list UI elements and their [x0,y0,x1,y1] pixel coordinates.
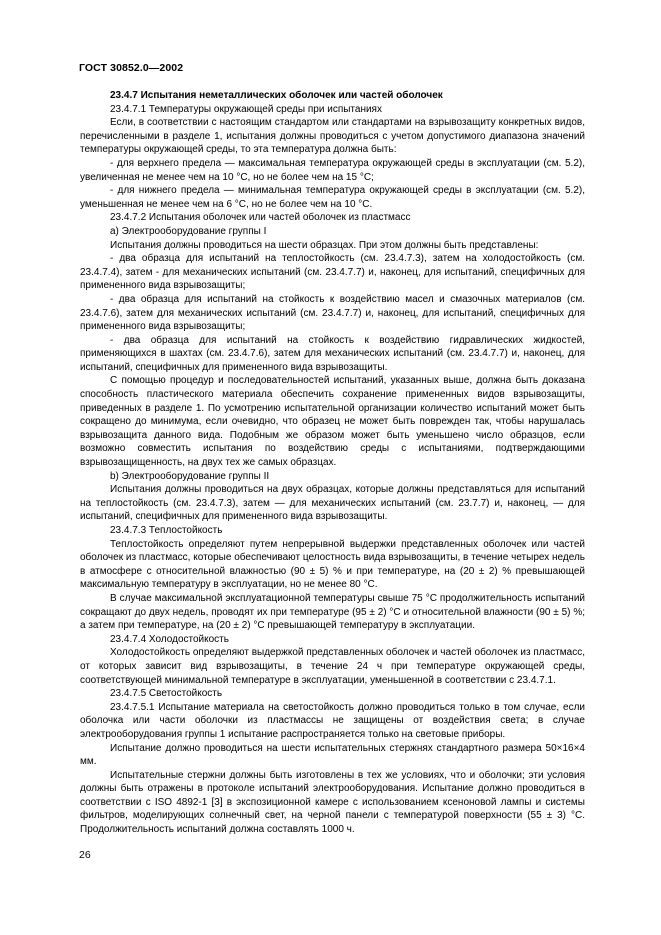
list-item: - два образца для испытаний на стойкость к воздействию масел и смазочных материалов (см. 23.4.7.6), затем для механических испытаний (см. 23.4.7.7) и, наконец, для испытаний, специфичных для примененного вида взрывозащиты; [80,293,585,333]
paragraph: Испытания должны проводиться на шести образцах. При этом должны быть представлены: [110,239,539,251]
subsection-heading: 23.4.7.2 Испытания оболочек или частей оболочек из пластмасс [110,212,411,224]
page-number: 26 [79,849,91,861]
document-body [80,89,585,837]
paragraph: С помощью процедур и последовательностей испытаний, указанных выше, должна быть доказана способность пластического материала обеспечить сохранение примененных видов взрывозащиты, приведенных в разделе 1. По усмотрению испытательной организации количество испытаний может быть сокращено до минимума, если очевидно, что образец не может быть поврежден так, чтобы нарушалась взрывозащита данного вида. Подобным же образом может быть уменьшено число образцов, если возможно совместить испытания по воздействию среды с испытаниями, подтверждающими взрывозащищенность, на двух тех же самых образцах. [80,375,585,469]
list-item: - два образца для испытаний на стойкость к воздействию гидравлических жидкостей, применяющихся в шахтах (см. 23.4.7.6), затем для механических испытаний (см. 23.4.7.7) и, наконец, для испытаний, специфичных для примененного вида взрывозащиты. [80,334,585,373]
paragraph: Испытания должны проводиться на двух образцах, которые должны представляться для испытаний на теплостойкость (см. 23.4.7.3), затем — для механических испытаний (см. 23.7.7) и, наконец, — для испытаний, специфичных для примененного вида взрывозащиты. [80,484,585,523]
paragraph: Теплостойкость определяют путем непрерывной выдержки представленных оболочек или частей оболочек из пластмасс, которые обеспечивают целостность вида взрывозащиты, в течение четырех недель в атмосфере с относительной влажностью (90 ± 5) % и при температуре, на (20 ± 2) % превышающей максимальную температуру в эксплуатации, но не менее 80 °С. [80,538,585,591]
subsection-heading: 23.4.7.1 Температуры окружающей среды при испытаниях [110,103,382,115]
list-item: - для нижнего предела — минимальная температура окружающей среды в эксплуатации (см. 5.2), уменьшенная не менее чем на 6 °С, но не более чем на 10 °С. [80,185,585,210]
subsection-heading: 23.4.7.5 Светостойкость [110,688,223,700]
subsection-heading: 23.4.7.3 Теплостойкость [110,525,223,536]
subsection-heading: 23.4.7.4 Холодостойкость [110,633,229,645]
paragraph: Испытательные стержни должны быть изготовлены в тех же условиях, что и оболочки; эти условия должны быть отражены в протоколе испытаний электрооборудования. Испытание должно проводиться в соответствии с ISO 4892-1 [3] в экспозиционной камере с использованием ксеноновой лампы и системы фильтров, моделирующих солнечный свет, на черной панели с температурой поверхности (55 ± 3) °С. Продолжительность испытаний должна составлять 1000 ч. [80,769,585,836]
item-heading: b) Электрооборудование группы II [110,470,270,482]
section-heading: 23.4.7 Испытания неметаллических оболочек или частей оболочек [110,90,443,101]
paragraph: Если, в соответствии с настоящим стандартом или стандартами на взрывозащиту конкретных видов, перечисленными в разделе 1, испытания должны проводиться с учетом допустимого диапазона значений температуры окружающей среды, то эта температура должна быть: [80,117,585,156]
list-item: - два образца для испытаний на теплостойкость (см. 23.4.7.3), затем на холодостойкость (см. 23.4.7.4), затем - для механических испытаний (см. 23.4.7.7) и, наконец, для испытаний, специфичных для примененного вида взрывозащиты; [80,253,585,292]
paragraph: 23.4.7.5.1 Испытание материала на светостойкость должно проводиться только в том случае, если оболочка или части оболочки из пластмассы не защищены от воздействия света; в случае электрооборудования группы 1 испытание распространяется только на световые приборы. [80,701,585,740]
list-item: - для верхнего предела — максимальная температура окружающей среды в эксплуатации (см. 5.2), увеличенная не менее чем на 10 °С, но не более чем на 15 °С; [80,157,585,183]
document-header: ГОСТ 30852.0—2002 [79,62,184,74]
item-heading: a) Электрооборудование группы I [110,225,267,237]
paragraph: В случае максимальной эксплуатационной температуры свыше 75 °С продолжительность испытаний сокращают до двух недель, проводят их при температуре (95 ± 2) °С и относительной влажности (90 ± 5) %; а затем при температуре, на (20 ± 2) °С превышающей температуру в эксплуатации. [80,592,585,632]
paragraph: Испытание должно проводиться на шести испытательных стержнях стандартного размера 50×16×4 мм. [80,742,585,768]
paragraph: Холодостойкость определяют выдержкой представленных оболочек и частей оболочек из пластмасс, от которых зависит вид взрывозащиты, в течение 24 ч при температуре окружающей среды, соответствующей минимальной температуре в эксплуатации, уменьшенной в соответствии с 23.4.7.1. [80,647,585,686]
